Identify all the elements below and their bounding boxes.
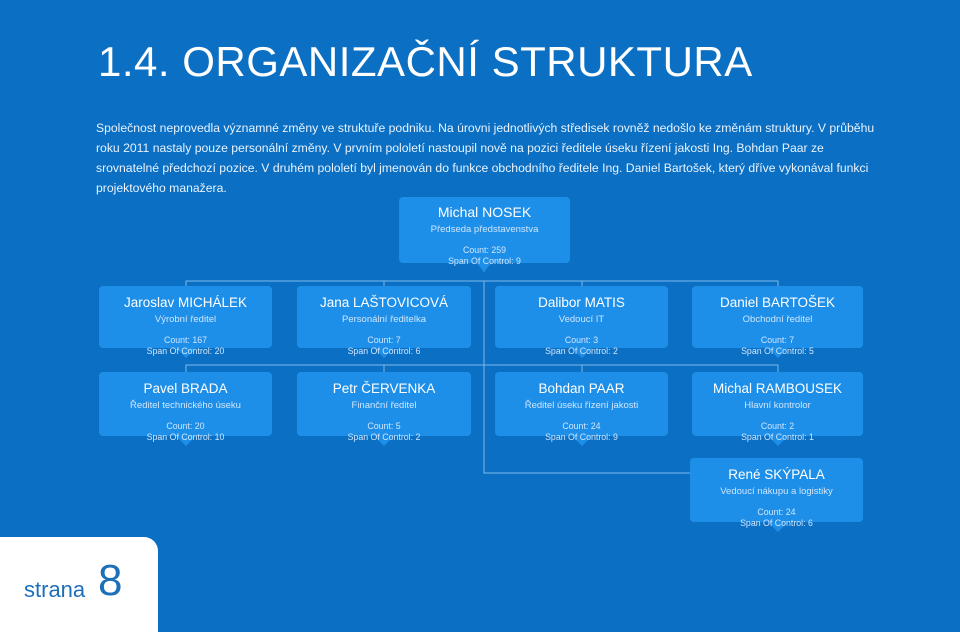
node-count: Count: 20: [166, 421, 205, 431]
node-name: Petr ČERVENKA: [332, 381, 436, 396]
node-name: Pavel BRADA: [143, 381, 228, 396]
node-count: Count: 7: [367, 335, 401, 345]
node-name: Michal NOSEK: [437, 204, 532, 220]
node-count: Count: 5: [367, 421, 401, 431]
node-name: Daniel BARTOŠEK: [719, 295, 836, 310]
org-node-row2-3: [495, 372, 668, 442]
org-node-row1-2: [297, 286, 471, 356]
node-span: Span Of Control: 9: [448, 256, 521, 266]
node-count: Count: 2: [760, 421, 795, 431]
intro-paragraph: Společnost neprovedla významné změny ve struktuře podniku. Na úrovni jednotlivých středisek rovněž nedošlo ke změnám struktury. V průběhu roku 2011 nastaly pouze personální změny. V prvním pololetí nastoupil nově na pozici ředitele úseku řízení jakosti Ing. Bohdan Paar ze srovnatelné předchozí pozice. V druhém pololetí byl jmenován do funkce obchodního ředitele Ing. Daniel Bartošek, který dříve vykonával funkci projektového manažera.: [96, 121, 875, 195]
node-span: Span Of Control: 9: [545, 432, 618, 442]
org-node-top: [399, 197, 570, 266]
node-role: Vedoucí nákupu a logistiky: [720, 486, 833, 497]
node-name: René SKÝPALA: [728, 467, 825, 482]
page-number: 8: [98, 556, 123, 605]
node-span: Span Of Control: 10: [146, 432, 225, 442]
node-span: Span Of Control: 1: [741, 432, 814, 442]
node-span: Span Of Control: 2: [347, 432, 421, 442]
node-role: Předseda představenstva: [430, 224, 539, 235]
node-role: Vedoucí IT: [558, 314, 605, 325]
node-name: Michal RAMBOUSEK: [712, 381, 843, 396]
node-role: Finanční ředitel: [351, 400, 417, 411]
node-span: Span Of Control: 5: [741, 346, 814, 356]
node-name: Jana LAŠTOVICOVÁ: [319, 295, 449, 310]
node-role: Personální ředitelka: [342, 314, 426, 325]
node-count: Count: 3: [564, 335, 599, 345]
node-role: Hlavní kontrolor: [744, 400, 811, 411]
org-node-row2-4: [692, 372, 863, 442]
node-name: Dalibor MATIS: [538, 295, 625, 310]
org-node-row2-1: [99, 372, 272, 442]
connector-row2-branches: [186, 365, 778, 378]
node-role: Ředitel technického úseku: [130, 400, 241, 411]
node-count: Count: 24: [562, 421, 601, 431]
node-role: Výrobní ředitel: [154, 314, 217, 325]
org-node-row2-2: [297, 372, 471, 442]
org-node-row3-1: [690, 458, 863, 528]
page-title: 1.4. ORGANIZAČNÍ STRUKTURA: [98, 38, 753, 85]
node-count: Count: 7: [760, 335, 795, 345]
org-node-row1-3: [495, 286, 668, 356]
node-name: Bohdan PAAR: [538, 381, 625, 396]
node-count: Count: 167: [163, 335, 208, 345]
node-count: Count: 24: [757, 507, 796, 517]
org-node-row1-4: [692, 286, 863, 356]
node-count: Count: 259: [462, 245, 507, 255]
node-role: Ředitel úseku řízení jakosti: [524, 400, 639, 411]
org-node-row1-1: [99, 286, 272, 356]
node-span: Span Of Control: 6: [740, 518, 813, 528]
node-span: Span Of Control: 2: [545, 346, 618, 356]
node-span: Span Of Control: 20: [146, 346, 225, 356]
node-role: Obchodní ředitel: [742, 314, 813, 325]
node-name: Jaroslav MICHÁLEK: [123, 295, 248, 310]
page-label: strana: [24, 577, 86, 602]
node-span: Span Of Control: 6: [347, 346, 421, 356]
